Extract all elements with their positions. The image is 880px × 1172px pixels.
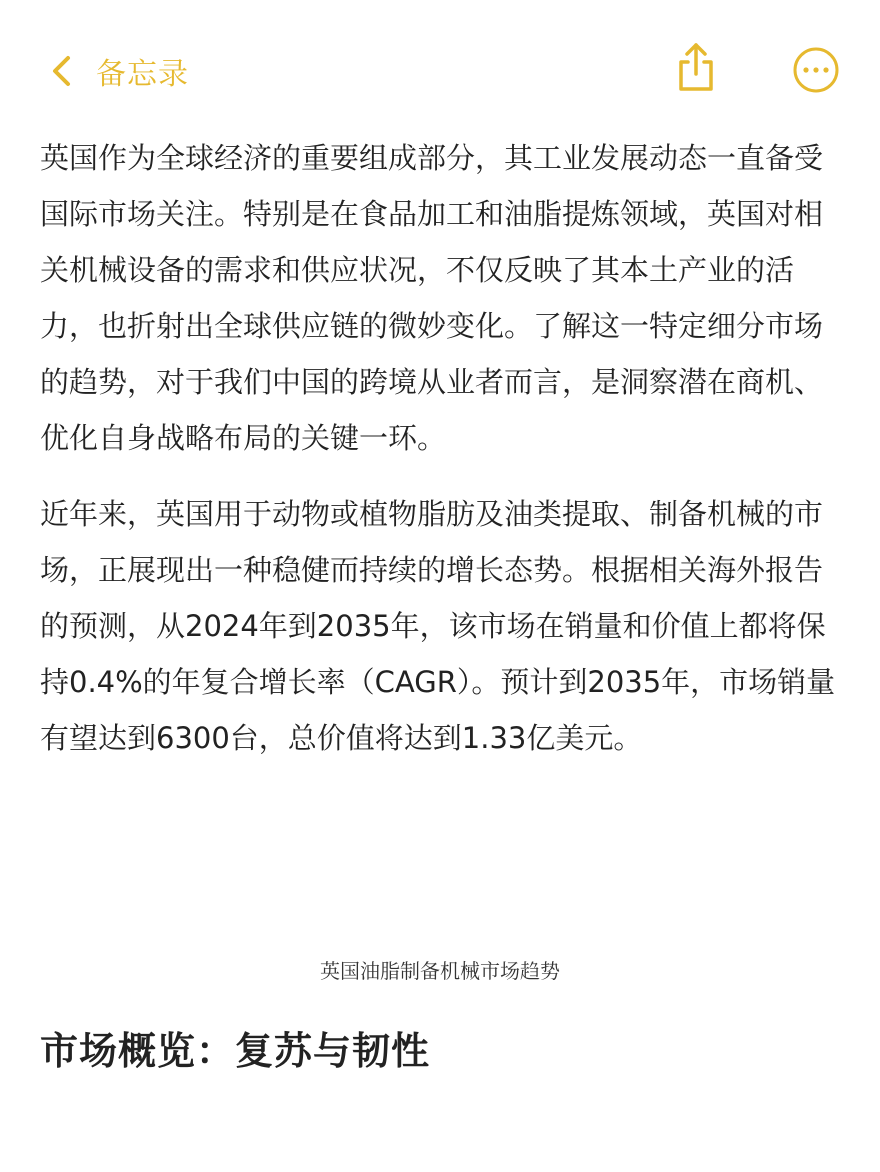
share-icon [672, 40, 720, 96]
note-paragraph: 近年来，英国用于动物或植物脂肪及油类提取、制备机械的市场，正展现出一种稳健而持续的增长态势。根据相关海外报告的预测，从2024年到2035年，该市场在销量和价值上都将保持0.4%的年复合增长率（CAGR）。预计到2035年，市场销量有望达到6300台，总价值将达到1.33亿美元。 [40, 497, 836, 755]
more-options-button[interactable] [792, 46, 840, 94]
back-button[interactable] [50, 46, 189, 96]
section-heading: 市场概览：复苏与韧性 [40, 1029, 431, 1073]
note-paragraph: 英国作为全球经济的重要组成部分，其工业发展动态一直备受国际市场关注。特别是在食品加工和油脂提炼领域，英国对相关机械设备的需求和供应状况，不仅反映了其本土产业的活力，也折射出全球供应链的微妙变化。了解这一特定细分市场的趋势，对于我们中国的跨境从业者而言，是洞察潜在商机、优化自身战略布局的关键一环。 [40, 141, 824, 455]
more-circle-icon [792, 46, 840, 94]
chevron-left-icon [50, 54, 78, 88]
back-label: 备忘录 [96, 57, 189, 92]
note-body[interactable] [40, 130, 840, 766]
navigation-bar [0, 0, 880, 140]
image-caption: 英国油脂制备机械市场趋势 [320, 959, 560, 983]
share-button[interactable] [672, 40, 720, 96]
